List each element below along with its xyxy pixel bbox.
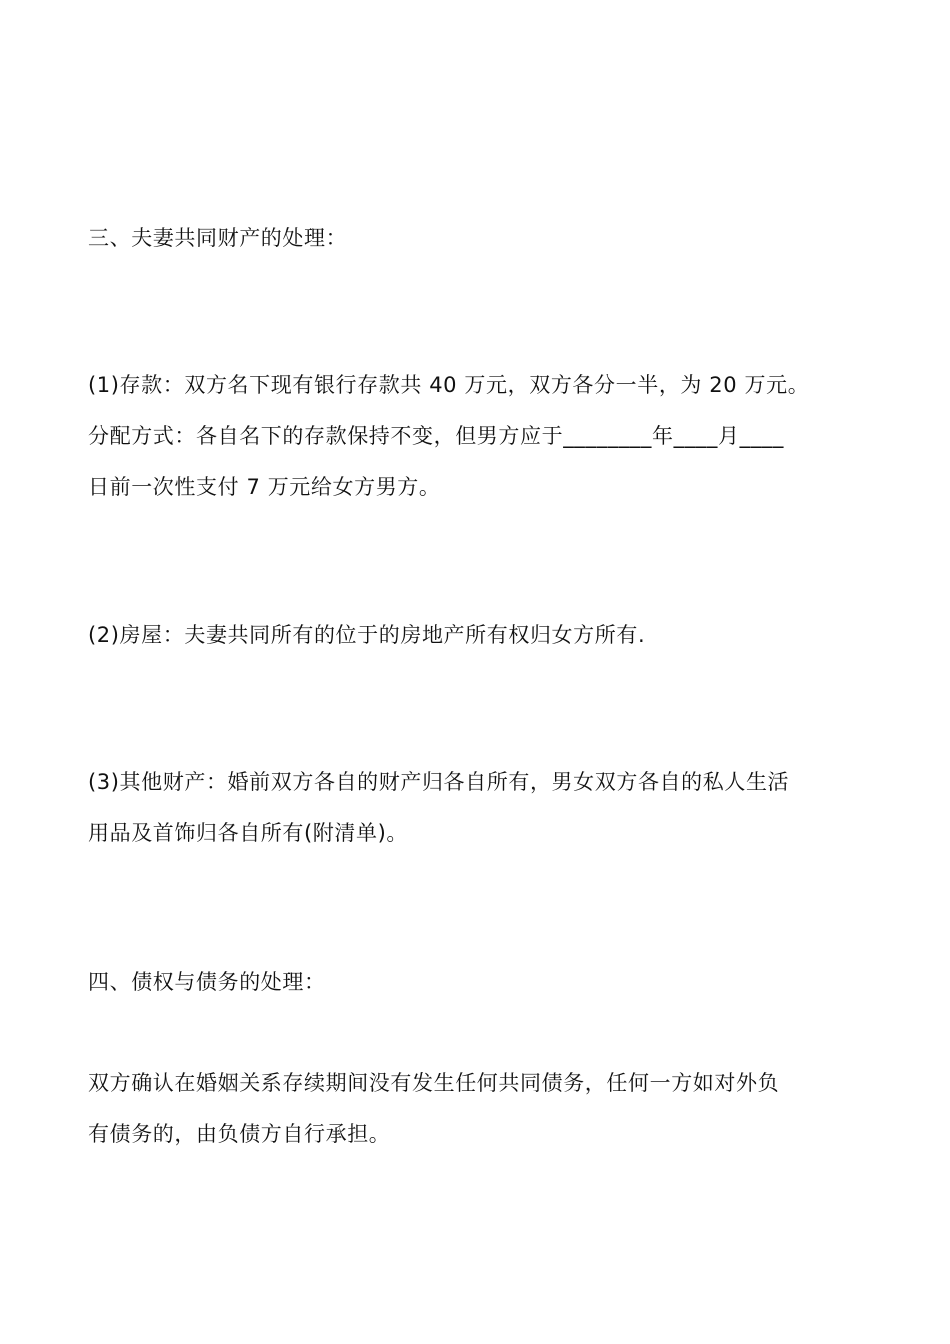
section-three-heading: 三、夫妻共同财产的处理：: [88, 226, 348, 250]
other-property-paragraph-line-1: (3)其他财产：婚前双方各自的财产归各自所有，男女双方各自的私人生活: [88, 770, 790, 794]
debt-paragraph-line-2: 有债务的，由负债方自行承担。: [88, 1122, 391, 1146]
savings-paragraph-line-3: 日前一次性支付 7 万元给女方男方。: [88, 475, 441, 499]
savings-paragraph-line-2: 分配方式：各自名下的存款保持不变，但男方应于________年____月____: [88, 424, 784, 448]
house-paragraph: (2)房屋：夫妻共同所有的位于的房地产所有权归女方所有.: [88, 623, 646, 647]
section-four-heading: 四、债权与债务的处理：: [88, 970, 326, 994]
other-property-paragraph-line-2: 用品及首饰归各自所有(附清单)。: [88, 821, 408, 845]
savings-paragraph-line-1: (1)存款：双方名下现有银行存款共 40 万元，双方各分一半，为 20 万元。: [88, 373, 810, 397]
debt-paragraph-line-1: 双方确认在婚姻关系存续期间没有发生任何共同债务，任何一方如对外负: [88, 1071, 780, 1095]
